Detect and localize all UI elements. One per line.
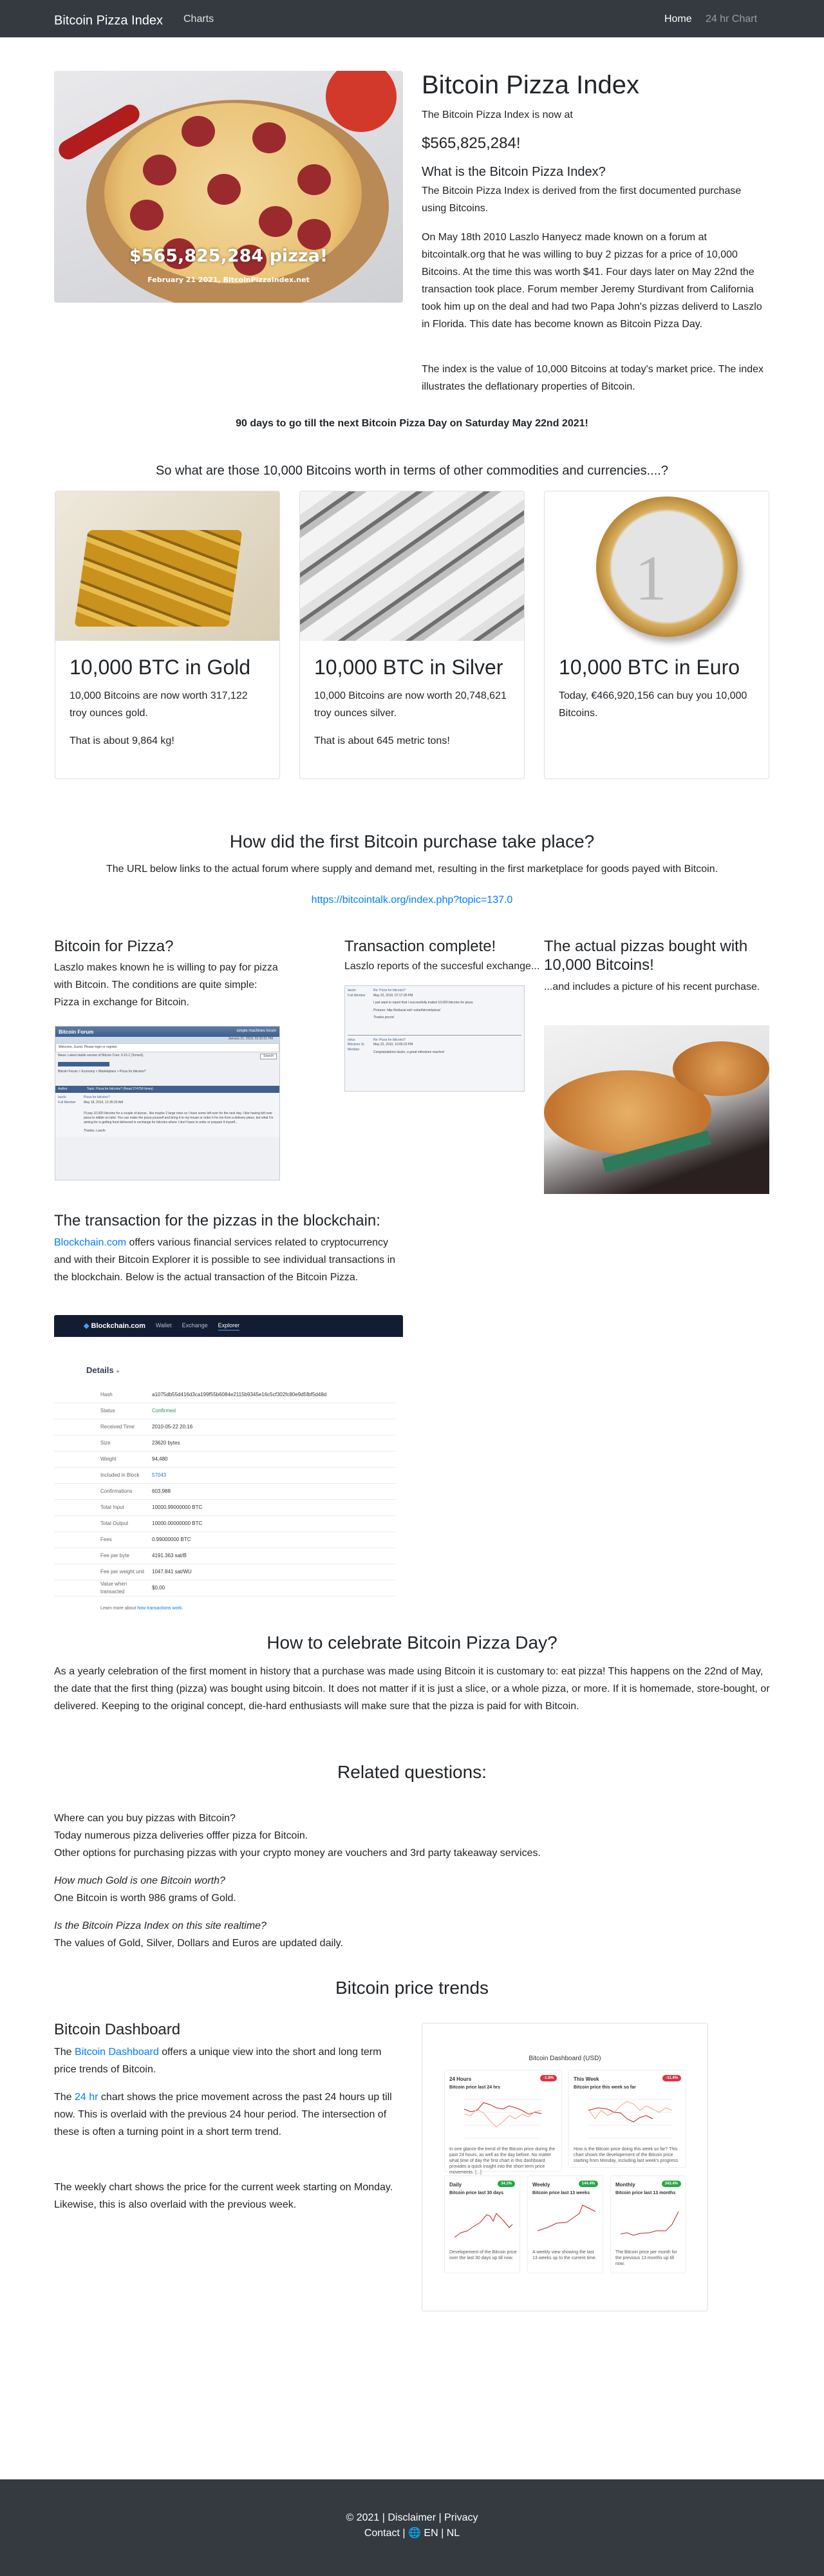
details-table xyxy=(54,1387,395,1596)
forum-news: News: Latest stable version of Bitcoin Core: 0.15.1 [Torrent]. xyxy=(58,1053,144,1057)
details-row xyxy=(54,1532,395,1548)
card-gold-text: 10,000 Bitcoins are now worth 317,122 troy ounces gold. xyxy=(70,690,248,719)
details-key: Total Input xyxy=(100,1504,124,1510)
details-key: Fees xyxy=(100,1537,112,1542)
forum2-rank2: Bitcoiner Sr. Member xyxy=(348,1043,365,1052)
bitcointalk-link[interactable]: https://bitcointalk.org/index.php?topic=137.0 xyxy=(311,895,513,905)
card-euro xyxy=(544,491,769,779)
celebrate-heading: How to celebrate Bitcoin Pizza Day? xyxy=(267,1633,557,1653)
panel-this-week xyxy=(568,2070,686,2168)
commodities-heading: So what are those 10,000 Bitcoins worth in terms of other commodities and currencies....? xyxy=(156,464,668,478)
details-value: 10000.99000000 BTC xyxy=(152,1504,203,1510)
related-questions xyxy=(54,1810,772,1952)
card-silver xyxy=(299,491,525,779)
forum2-pictures: Pictures: http://heliacal.net/~solar/bitcoin/pizza/ xyxy=(373,1008,441,1012)
panel-subtitle: Bitcoin price last 24 hrs xyxy=(449,2085,500,2090)
details-row xyxy=(54,1419,395,1435)
forum2-user: laszlo xyxy=(348,989,356,992)
learn-more-link[interactable]: how transactions work. xyxy=(137,1606,183,1611)
card-euro-title: 10,000 BTC in Euro xyxy=(559,656,740,679)
chart-24h xyxy=(451,2096,541,2141)
col3-text: ...and includes a picture of his recent purchase. xyxy=(544,981,760,992)
col3-title: The actual pizzas bought with 10,000 Bitcoins! xyxy=(544,938,748,974)
explorer-nav-wallet: Wallet xyxy=(155,1322,172,1329)
change-badge: 343.4% xyxy=(662,2181,681,2187)
question-2: How much Gold is one Bitcoin worth? xyxy=(54,1875,225,1886)
chart-monthly xyxy=(617,2202,682,2244)
forum-screenshot-offer xyxy=(55,1026,280,1180)
navbar xyxy=(0,0,824,37)
nav-charts[interactable]: Charts xyxy=(183,14,214,24)
forum2-title: Re: Pizza for bitcoins? xyxy=(373,989,406,992)
forum2-post2: Congratulations laszlo, a great milestone reached xyxy=(373,1050,444,1054)
dashboard-subheading: Bitcoin Dashboard xyxy=(54,2021,181,2038)
hero-paragraph-3: The index is the value of 10,000 Bitcoins at today's market price. The index illustrates the deflationary properties of Bitcoin. xyxy=(422,364,764,392)
transaction-details xyxy=(54,1337,403,1620)
change-badge: 144.4% xyxy=(579,2181,598,2187)
forum2-date: May 22, 2010, 07:17:26 PM xyxy=(373,993,413,998)
forum2-title2: Re: Pizza for bitcoins? xyxy=(373,1037,406,1042)
sep: | xyxy=(382,2512,385,2523)
details-row xyxy=(54,1516,395,1532)
col2-text: Laszlo reports of the succesful exchange... xyxy=(344,961,540,972)
hero-caption-value: $565,825,284 pizza! xyxy=(129,246,328,266)
panel-desc: How is the Bitcoin price doing this week so far? This chart shows the developement of the Bitcoin price starting from Monday, including last week's progress. xyxy=(574,2147,679,2163)
card-gold xyxy=(55,491,280,779)
panel-title: Daily xyxy=(449,2182,462,2188)
lang-nl-link[interactable]: NL xyxy=(446,2528,460,2539)
24hr-link[interactable]: 24 hr xyxy=(75,2092,98,2103)
blockchain-heading: The transaction for the pizzas in the blockchain: xyxy=(54,1212,380,1229)
index-now-label: The Bitcoin Pizza Index is now at xyxy=(422,109,573,120)
blockchain-logo-icon: ◆ xyxy=(84,1321,89,1330)
forum-author-header: Author xyxy=(58,1086,68,1091)
details-row xyxy=(54,1435,395,1452)
sep: | xyxy=(438,2512,442,2523)
lang-en-link[interactable]: EN xyxy=(424,2528,438,2539)
details-value: 603,988 xyxy=(152,1488,171,1494)
col1-title: Bitcoin for Pizza? xyxy=(54,938,174,955)
details-value: a1075db55d416d3ca199f55b6084e2115b9345e16c5cf302fc80e9d5fbf5d48d xyxy=(152,1392,327,1397)
details-row xyxy=(54,1548,395,1564)
details-key: Value when transacted xyxy=(100,1581,127,1595)
card-gold-title: 10,000 BTC in Gold xyxy=(70,656,251,679)
hero-paragraph-2: On May 18th 2010 Laszlo Hanyecz made known on a forum at bitcointalk.org that he was willing to buy 2 pizzas for a price of 10,000 Bitcoins. At the time this was worth $41. Four days later on May 22nd the transaction took place. Forum member Jeremy Sturdivant from California took him up on the deal and had two Papa John's pizzas deliverd to Laszlo in Florida. This date has become known as Bitcoin Pizza Day. xyxy=(422,232,762,330)
panel-24-hours xyxy=(444,2070,562,2175)
blockchain-logo: Blockchain.com xyxy=(91,1321,145,1330)
hero-caption-date: February 21 2021, BitcoinPizzaIndex.net xyxy=(147,276,310,284)
details-key: Included in Block xyxy=(100,1472,140,1478)
panel-desc: In one glance the trend of the Bitcoin price during the past 24 hours, as well as the day before. No matter what time of day the first chart in this dashboard provides a quick insight into the short term price movements. [...] xyxy=(449,2147,556,2175)
panel-subtitle: Bitcoin price last 13 months xyxy=(615,2191,676,2195)
brand-link[interactable]: Bitcoin Pizza Index xyxy=(54,14,163,28)
explorer-nav-explorer: Explorer xyxy=(218,1321,240,1331)
bitcoin-dashboard-preview[interactable] xyxy=(422,2023,708,2311)
panel-subtitle: Bitcoin price last 13 weeks xyxy=(532,2191,590,2195)
details-key: Received Time xyxy=(100,1424,135,1430)
gold-bars-image xyxy=(55,491,279,641)
silver-bars-image xyxy=(300,491,524,641)
panel-desc: Developement of the Bitcoin price over the last 30 days up till now. xyxy=(449,2250,517,2260)
panel-subtitle: Bitcoin price this week so far xyxy=(574,2085,636,2090)
forum2-post: I just want to report that I successfully traded 10,000 bitcoins for pizza. xyxy=(373,1001,474,1005)
forum-username: laszlo xyxy=(58,1095,66,1099)
sep: | xyxy=(402,2528,406,2539)
euro-coin-image: 1 xyxy=(545,491,769,641)
page-title: Bitcoin Pizza Index xyxy=(422,71,639,99)
details-key: Fee per byte xyxy=(100,1553,129,1558)
disclaimer-link[interactable]: Disclaimer xyxy=(388,2512,436,2523)
answer-3: The values of Gold, Silver, Dollars and Euros are updated daily. xyxy=(54,1938,343,1949)
forum-post-sign: Thanks, Laszlo xyxy=(84,1129,106,1133)
panel-monthly xyxy=(610,2175,686,2273)
privacy-link[interactable]: Privacy xyxy=(444,2512,478,2523)
details-value: 0.99000000 BTC xyxy=(152,1537,191,1542)
t3: The xyxy=(54,2092,75,2103)
forum-title: Bitcoin Forum xyxy=(59,1029,94,1035)
card-euro-text: Today, €466,920,156 can buy you 10,000 Bitcoins. xyxy=(559,690,747,719)
forum-post-body: I'll pay 10,000 bitcoins for a couple of pizzas.. like maybe 2 large ones so I have some left over for the next day. I like having left over pizza to nibble on later. You can make the pizza yourself and bring it to my house or order it for me from a delivery place, but what I'm aiming for is getting food delivered in exchange for bitcoins where I don't have to order or prepare it myself... xyxy=(84,1112,274,1124)
hero-pizza-image xyxy=(54,71,403,303)
details-value: 94,480 xyxy=(152,1456,168,1462)
details-row xyxy=(54,1484,395,1500)
col1-text: Laszlo makes known he is willing to pay for pizza with Bitcoin. The conditions are quite simple: Pizza in exchange for Bitcoin. xyxy=(54,962,278,1008)
bitcoin-dashboard-link[interactable]: Bitcoin Dashboard xyxy=(75,2047,159,2058)
panel-desc: The Bitcoin price per month for the previous 13 months up till now. xyxy=(615,2250,677,2266)
t4: chart shows the price movement across the past 24 hours up till now. This is overlaid with the previous 24 hour period. The intersection of these is often a turning point in a short term trend. xyxy=(54,2092,392,2137)
sep: | xyxy=(441,2528,444,2539)
details-value: 23620 bytes xyxy=(152,1440,180,1446)
details-row xyxy=(54,1387,395,1403)
details-row xyxy=(54,1580,395,1596)
trends-p1 xyxy=(54,2043,402,2078)
forum-search-button: Search xyxy=(260,1054,277,1060)
question-3: Is the Bitcoin Pizza Index on this site realtime? xyxy=(54,1920,267,1931)
trends-heading: Bitcoin price trends xyxy=(335,1978,489,1998)
forum2-date2: May 22, 2010, 10:06:23 PM xyxy=(373,1043,413,1046)
hero-paragraph-1: The Bitcoin Pizza Index is derived from the first documented purchase using Bitcoins. xyxy=(422,185,742,214)
answer-1b: Other options for purchasing pizzas with your crypto money are vouchers and 3rd party takeaway services. xyxy=(54,1848,541,1859)
copyright: © 2021 xyxy=(346,2512,380,2523)
details-value: $0.00 xyxy=(152,1585,165,1591)
panel-weekly xyxy=(527,2175,603,2273)
tomato-decoration xyxy=(326,71,397,132)
answer-1a: Today numerous pizza deliveries offfer pizza for Bitcoin. xyxy=(54,1830,308,1841)
footer xyxy=(0,2479,824,2576)
blockchain-desc: offers various financial services related to cryptocurrency and with their Bitcoin Explorer it is possible to see individual transactions in the blockchain. Below is the actual transaction of the Bitcoin Pizza. xyxy=(54,1237,396,1283)
panel-title: Monthly xyxy=(615,2182,635,2188)
card-silver-weight: That is about 645 metric tons! xyxy=(314,735,450,747)
forum-post-title: Pizza for bitcoins? xyxy=(84,1095,110,1099)
details-row xyxy=(54,1564,395,1580)
details-value: 10000.00000000 BTC xyxy=(152,1520,203,1526)
forum2-user2: sirius xyxy=(348,1037,355,1042)
nav-home[interactable]: Home xyxy=(664,14,692,24)
info-icon: ● xyxy=(116,1368,120,1374)
change-badge: 34.2% xyxy=(498,2181,515,2187)
forum-date: January 21, 2018, 03:32:01 PM xyxy=(55,1037,279,1043)
trends-p2 xyxy=(54,2088,402,2141)
details-key: Total Output xyxy=(100,1520,129,1526)
panel-subtitle: Bitcoin price last 30 days xyxy=(449,2191,504,2195)
details-value: 1047.841 sat/WU xyxy=(152,1569,192,1575)
details-key: Size xyxy=(100,1440,111,1446)
blockchain-explorer-bar xyxy=(54,1315,403,1337)
forum-breadcrumb: Bitcoin Forum > Economy > Marketplace > Pizza for bitcoins? xyxy=(58,1070,146,1074)
details-key: Confirmations xyxy=(100,1488,133,1494)
panel-title: 24 Hours xyxy=(449,2076,472,2082)
contact-link[interactable]: Contact xyxy=(364,2528,400,2539)
answer-2: One Bitcoin is worth 986 grams of Gold. xyxy=(54,1893,236,1904)
details-value: 4191.363 sat/B xyxy=(152,1553,187,1558)
card-gold-weight: That is about 9,864 kg! xyxy=(70,735,174,747)
panel-title: Weekly xyxy=(532,2182,550,2188)
explorer-nav-exchange: Exchange xyxy=(182,1322,208,1329)
chart-week xyxy=(576,2096,672,2141)
celebrate-text: As a yearly celebration of the first moment in history that a purchase was made using Bitcoin it is customary to: eat pizza! This happens on the 22nd of May, the date that the first thing (pizza) was bought using bitcoin. It does not matter if it is just a slice, or a whole pizza, or more. If it is homemade, store-bought, or delivered. Keeping to the original concept, die-hard enthusiasts will make sure that the pizza is paid for with Bitcoin. xyxy=(54,1666,770,1712)
forum2-thanks: Thanks jercos! xyxy=(373,1016,395,1019)
blockchain-link[interactable]: Blockchain.com xyxy=(54,1237,127,1248)
details-row xyxy=(54,1468,395,1484)
what-heading: What is the Bitcoin Pizza Index? xyxy=(422,165,606,179)
actual-pizzas-photo xyxy=(544,1025,769,1194)
details-key: Hash xyxy=(100,1392,113,1397)
chart-weekly xyxy=(534,2202,599,2244)
index-value: $565,825,284! xyxy=(422,135,521,152)
details-value: 2010-05-22 20:16 xyxy=(152,1424,193,1430)
details-value[interactable]: 57043 xyxy=(152,1472,167,1478)
forum-welcome: Welcome, Guest. Please login or register. xyxy=(55,1043,279,1052)
details-row xyxy=(54,1452,395,1468)
countdown: 90 days to go till the next Bitcoin Pizza Day on Saturday May 22nd 2021! xyxy=(236,418,588,429)
trends-p3: The weekly chart shows the price for the current week starting on Monday. Likewise, this is also overlaid with the previous week. xyxy=(54,2182,393,2210)
card-silver-text: 10,000 Bitcoins are now worth 20,748,621 troy ounces silver. xyxy=(314,690,507,719)
details-title: Details xyxy=(86,1365,114,1375)
col2-title: Transaction complete! xyxy=(344,938,496,955)
first-purchase-heading: How did the first Bitcoin purchase take place? xyxy=(229,831,595,851)
change-badge: -1.8% xyxy=(540,2075,557,2081)
chart-daily xyxy=(451,2202,516,2244)
first-purchase-intro: The URL below links to the actual forum where supply and demand met, resulting in the first marketplace for goods payed with Bitcoin. xyxy=(106,864,718,875)
forum-rank: Full Member xyxy=(58,1100,76,1104)
change-badge: -11.4% xyxy=(662,2075,681,2081)
t1: The xyxy=(54,2047,75,2058)
forum-topic-header: Topic: Pizza for bitcoins? (Read 274759 times) xyxy=(86,1086,153,1091)
details-key: Weight xyxy=(100,1456,117,1462)
details-key: Status xyxy=(100,1408,115,1414)
learn-more-text: Learn more about xyxy=(100,1606,138,1611)
globe-icon: 🌐 xyxy=(408,2528,421,2539)
blockchain-text xyxy=(54,1234,402,1286)
details-value: Confirmed xyxy=(152,1408,176,1414)
related-heading: Related questions: xyxy=(337,1762,487,1782)
forum2-rank: Full Member xyxy=(348,993,366,998)
details-row xyxy=(54,1500,395,1516)
panel-desc: A weekly view showing the last 13 weeks up to the current time. xyxy=(532,2250,597,2260)
details-row xyxy=(54,1403,395,1419)
nav-24hr-chart[interactable]: 24 hr Chart xyxy=(706,14,758,24)
details-key: Fee per weight unit xyxy=(100,1569,145,1575)
dashboard-title: Bitcoin Dashboard (USD) xyxy=(529,2055,601,2062)
t2: offers a unique view into the short and long term price trends of Bitcoin. xyxy=(54,2047,382,2075)
card-silver-title: 10,000 BTC in Silver xyxy=(314,656,503,679)
question-1: Where can you buy pizzas with Bitcoin? xyxy=(54,1813,236,1824)
panel-title: This Week xyxy=(574,2076,599,2082)
forum-screenshot-complete xyxy=(344,985,525,1092)
forum-post-date: May 18, 2010, 12:35:20 AM xyxy=(84,1100,124,1104)
forum-brand: simple machines forum xyxy=(236,1029,276,1033)
panel-daily xyxy=(444,2175,520,2273)
